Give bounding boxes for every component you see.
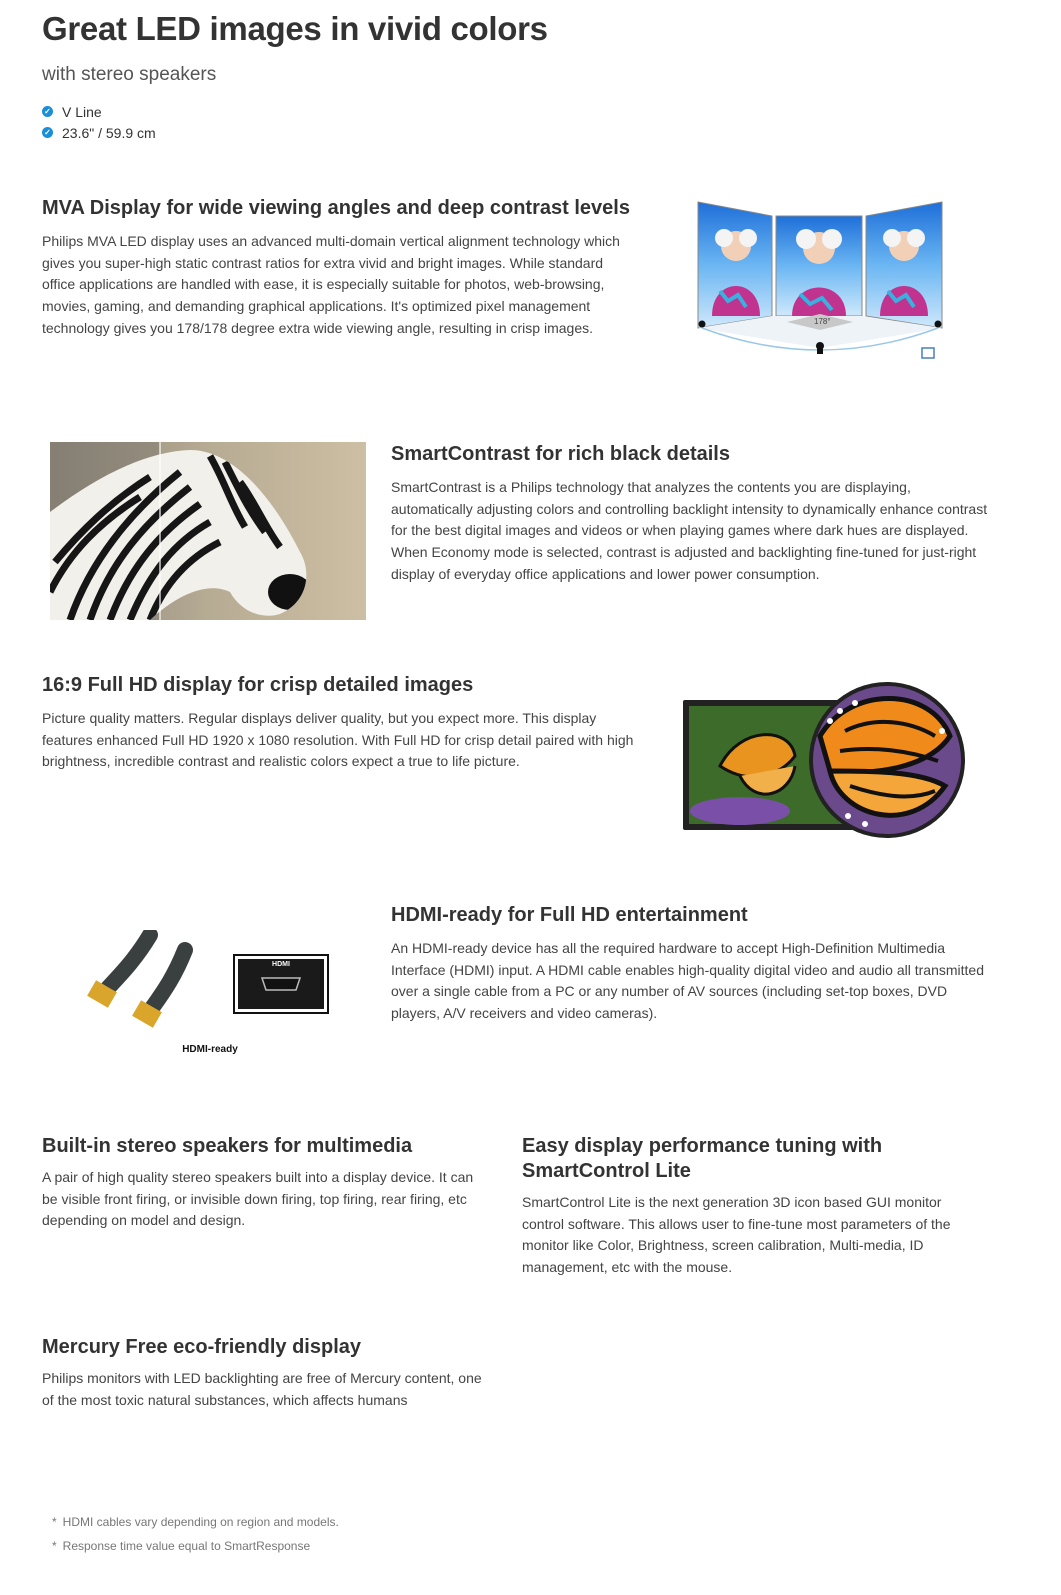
feature-hdmi xyxy=(391,903,991,1025)
feature-body: A pair of high quality stereo speakers built into a display device. It can be visible front firing, or invisible down firing, top firing, rear firing, etc depending on model and design. xyxy=(42,1169,474,1229)
angle-label: 178° xyxy=(814,317,831,326)
viewing-angle-image xyxy=(692,196,950,372)
feature-body: Philips monitors with LED backlighting are free of Mercury content, one of the most toxic natural substances, which affects humans xyxy=(42,1370,482,1408)
feature-title: Built-in stereo speakers for multimedia xyxy=(42,1135,413,1157)
hdmi-image xyxy=(80,930,340,1060)
footnote: * Response time value equal to SmartResponse xyxy=(52,1539,311,1553)
butterfly-image xyxy=(680,676,966,846)
feature-body: An HDMI-ready device has all the required hardware to accept High-Definition Multimedia Interface (HDMI) input. A HDMI cable enables high-quality digital video and audio all transmitted over a single cable from a PC or any number of AV sources (including set-top boxes, DVD players, A/V receivers and video cameras). xyxy=(391,940,984,1022)
hdmi-port-label: HDMI xyxy=(272,961,290,968)
footnote: * HDMI cables vary depending on region and models. xyxy=(52,1515,339,1529)
feature-title: 16:9 Full HD display for crisp detailed images xyxy=(42,674,474,696)
spec-bullets xyxy=(42,101,156,143)
feature-body: Philips MVA LED display uses an advanced multi-domain vertical alignment technology which gives you super-high static contrast ratios for extra vivid and bright images. While standard office applications are handled with ease, it is especially suitable for photos, web-browsing, movies, gaming, and demanding graphical applications. It's optimized pixel management technology gives you 178/178 degree extra wide viewing angle, resulting in crisp images. xyxy=(42,233,620,336)
feature-body: SmartContrast is a Philips technology that analyzes the contents you are displaying, automatically adjusting colors and controlling backlight intensity to dynamically enhance contrast for the best digital images and videos or when playing games where dark hues are displayed. When Economy mode is selected, contrast is adjusted and backlighting fine-tuned for just-right display of everyday office applications and lower power consumption. xyxy=(391,479,988,582)
feature-mercury xyxy=(42,1335,487,1411)
spec-bullet: ✓ V Line xyxy=(42,101,156,122)
feature-title: Easy display performance tuning with SmartControl Lite xyxy=(522,1135,883,1182)
feature-title: HDMI-ready for Full HD entertainment xyxy=(391,904,748,926)
page-title: Great LED images in vivid colors xyxy=(42,10,548,47)
feature-title: MVA Display for wide viewing angles and deep contrast levels xyxy=(42,197,630,219)
spec-bullet: ✓ 23.6" / 59.9 cm xyxy=(42,122,156,143)
zebra-image xyxy=(50,442,366,620)
feature-speakers xyxy=(42,1134,482,1232)
feature-mva xyxy=(42,196,637,340)
feature-smartcontrast xyxy=(391,442,991,586)
feature-fullhd xyxy=(42,673,637,773)
feature-body: Picture quality matters. Regular displays deliver quality, but you expect more. This display features enhanced Full HD 1920 x 1080 resolution. With Full HD for crisp detail paired with high brightness, incredible contrast and realistic colors expect a true to life picture. xyxy=(42,710,634,770)
feature-title: Mercury Free eco-friendly display xyxy=(42,1336,362,1358)
feature-title: SmartContrast for rich black details xyxy=(391,443,730,465)
feature-smartcontrol xyxy=(522,1134,967,1279)
hdmi-caption: HDMI-ready xyxy=(182,1044,238,1055)
check-icon: ✓ xyxy=(42,127,53,138)
feature-body: SmartControl Lite is the next generation 3D icon based GUI monitor control software. This allows user to fine-tune most parameters of the monitor like Color, Brightness, screen calibration, Multi-media, ID management, etc with the mouse. xyxy=(522,1194,951,1276)
check-icon: ✓ xyxy=(42,106,53,117)
page-subtitle: with stereo speakers xyxy=(42,64,217,85)
